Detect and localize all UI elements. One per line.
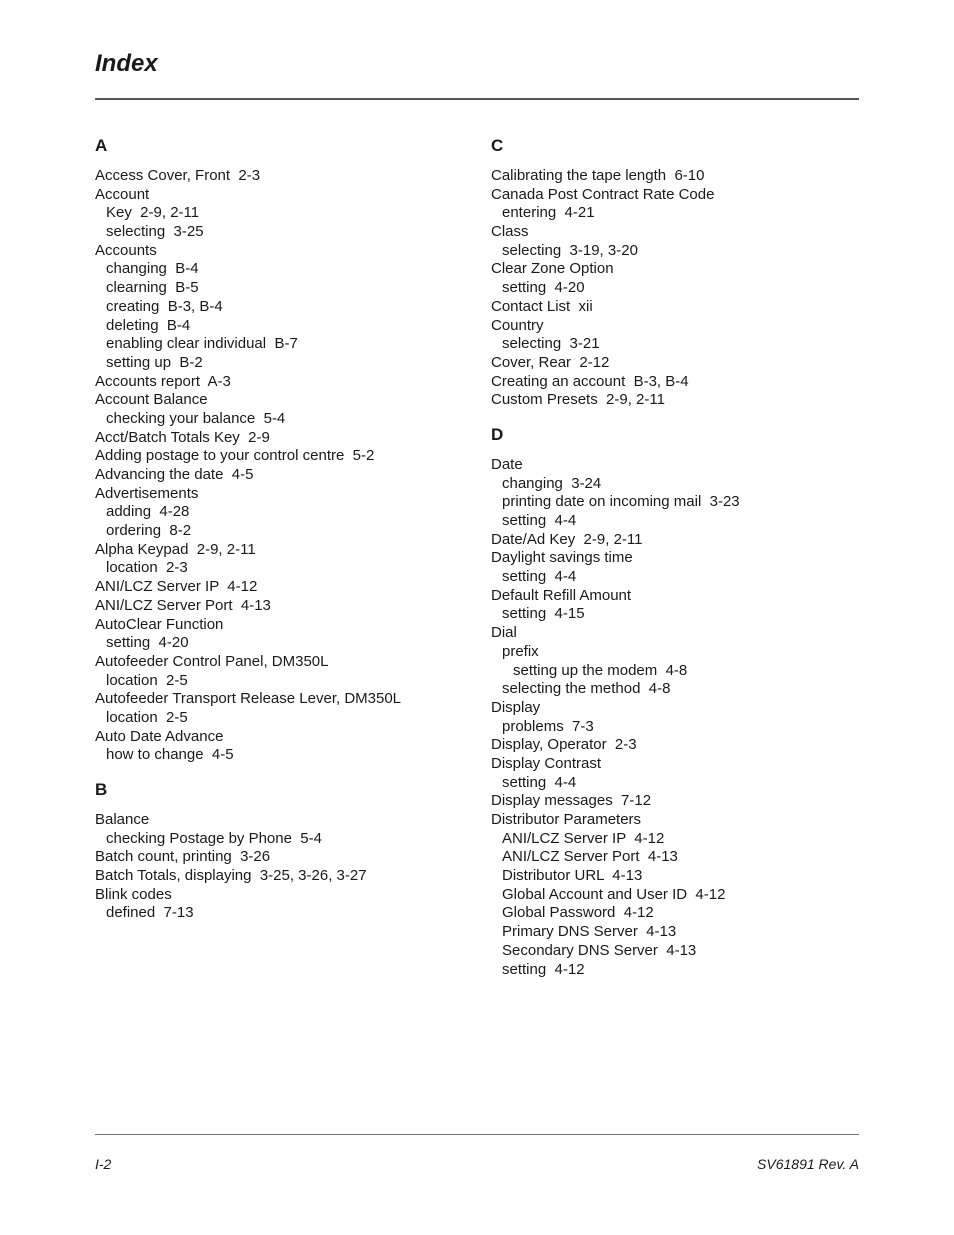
index-subentry: checking your balance 5-4 — [106, 409, 286, 427]
index-entry: Class — [491, 223, 529, 241]
index-subentry: defined 7-13 — [106, 904, 194, 922]
index-entry: Display Contrast — [491, 754, 602, 772]
index-subentry: ANI/LCZ Server IP 4-12 — [502, 829, 665, 847]
index-entry: Clear Zone Option — [491, 260, 614, 278]
index-entry: Balance — [95, 811, 150, 828]
index-subentry: selecting 3-21 — [502, 335, 600, 353]
index-entry: Advertisements — [95, 484, 199, 502]
index-subentry: deleting B-4 — [106, 316, 191, 334]
index-subentry: prefix — [502, 642, 539, 660]
index-subentry: location 2-5 — [106, 708, 188, 726]
index-subentry: Distributor URL 4-13 — [502, 867, 643, 885]
index-subentry: entering 4-21 — [502, 204, 595, 222]
index-entry: Date/Ad Key 2-9, 2-11 — [491, 530, 643, 548]
index-subentry: location 2-5 — [106, 671, 188, 689]
index-entry: Acct/Batch Totals Key 2-9 — [95, 428, 270, 446]
index-entry: Calibrating the tape length 6-10 — [491, 167, 705, 184]
section-letter: A — [95, 136, 108, 155]
index-entry: Default Refill Amount — [491, 586, 632, 604]
index-entry: ANI/LCZ Server Port 4-13 — [95, 596, 271, 614]
index-entry: Creating an account B-3, B-4 — [491, 372, 689, 390]
footer-doc-id: SV61891 Rev. A — [757, 1156, 859, 1172]
index-section — [95, 779, 485, 923]
index-subentry: location 2-3 — [106, 559, 188, 577]
index-section — [95, 135, 485, 765]
index-subentry: setting 4-12 — [502, 960, 585, 978]
index-entry: Canada Post Contract Rate Code — [491, 185, 715, 203]
index-entry: Distributor Parameters — [491, 811, 642, 828]
index-entry: Date — [491, 455, 523, 473]
index-entry: AutoClear Function — [95, 615, 224, 633]
index-subentry: Primary DNS Server 4-13 — [502, 923, 677, 941]
index-entry: Adding postage to your control centre 5-2 — [95, 447, 375, 465]
index-subentry: checking Postage by Phone 5-4 — [106, 829, 322, 847]
index-entry: Account — [95, 185, 150, 203]
index-entry: Dial — [491, 624, 517, 642]
index-subentry: setting 4-4 — [502, 512, 577, 529]
index-entry: Accounts — [95, 241, 157, 259]
index-entry: Daylight savings time — [491, 549, 633, 567]
index-entry: Advancing the date 4-5 — [95, 466, 254, 483]
index-subentry: creating B-3, B-4 — [106, 297, 223, 315]
page-title: Index — [95, 50, 158, 77]
header-divider — [95, 98, 859, 100]
index-subentry: setting 4-4 — [502, 568, 577, 586]
index-subentry: setting 4-20 — [106, 634, 189, 652]
index-entry: Account Balance — [95, 391, 208, 409]
index-entry: Auto Date Advance — [95, 727, 224, 745]
index-subentry: printing date on incoming mail 3-23 — [502, 493, 740, 511]
index-subentry: changing 3-24 — [502, 474, 602, 492]
index-subentry: setting 4-20 — [502, 279, 585, 297]
index-subentry: adding 4-28 — [106, 503, 190, 521]
index-column-right — [491, 135, 881, 993]
index-subentry: changing B-4 — [106, 260, 199, 278]
index-subentry: setting up the modem 4-8 — [513, 661, 688, 679]
index-subentry: setting 4-4 — [502, 773, 577, 791]
index-column-left — [95, 135, 485, 937]
index-entry: Contact List xii — [491, 297, 593, 315]
section-letter: D — [491, 424, 504, 444]
index-entry: Batch count, printing 3-26 — [95, 848, 271, 866]
footer-page-number: I-2 — [95, 1156, 112, 1172]
index-section — [491, 424, 881, 979]
index-entry: ANI/LCZ Server IP 4-12 — [95, 578, 258, 596]
index-entry: Autofeeder Control Panel, DM350L — [95, 652, 329, 670]
index-entry: Blink codes — [95, 885, 172, 903]
index-subentry: selecting the method 4-8 — [502, 680, 671, 698]
index-subentry: how to change 4-5 — [106, 746, 234, 764]
index-subentry: selecting 3-19, 3-20 — [502, 241, 638, 259]
index-subentry: ordering 8-2 — [106, 522, 192, 540]
index-entry: Country — [491, 316, 544, 334]
footer-divider — [95, 1134, 859, 1135]
index-entry: Custom Presets 2-9, 2-11 — [491, 391, 665, 409]
index-subentry: ANI/LCZ Server Port 4-13 — [502, 848, 678, 866]
index-entry: Access Cover, Front 2-3 — [95, 167, 261, 184]
index-entry: Display, Operator 2-3 — [491, 736, 637, 754]
index-subentry: Global Account and User ID 4-12 — [502, 885, 726, 903]
index-section — [491, 135, 881, 410]
index-subentry: clearning B-5 — [106, 279, 199, 297]
index-entry: Batch Totals, displaying 3-25, 3-26, 3-27 — [95, 867, 367, 885]
index-subentry: setting 4-15 — [502, 605, 585, 623]
index-subentry: Secondary DNS Server 4-13 — [502, 941, 697, 959]
index-entry: Display messages 7-12 — [491, 792, 652, 810]
index-entry: Cover, Rear 2-12 — [491, 353, 610, 371]
index-subentry: Global Password 4-12 — [502, 904, 654, 922]
index-entry: Accounts report A-3 — [95, 372, 231, 390]
index-entry: Display — [491, 698, 541, 716]
index-subentry: setting up B-2 — [106, 353, 203, 371]
index-subentry: problems 7-3 — [502, 717, 594, 735]
section-letter: B — [95, 780, 108, 799]
index-subentry: selecting 3-25 — [106, 223, 204, 241]
index-entry: Autofeeder Transport Release Lever, DM350L — [95, 690, 402, 708]
index-entry: Alpha Keypad 2-9, 2-11 — [95, 540, 256, 558]
index-subentry: Key 2-9, 2-11 — [106, 204, 200, 222]
section-letter: C — [491, 136, 504, 155]
index-subentry: enabling clear individual B-7 — [106, 335, 298, 353]
